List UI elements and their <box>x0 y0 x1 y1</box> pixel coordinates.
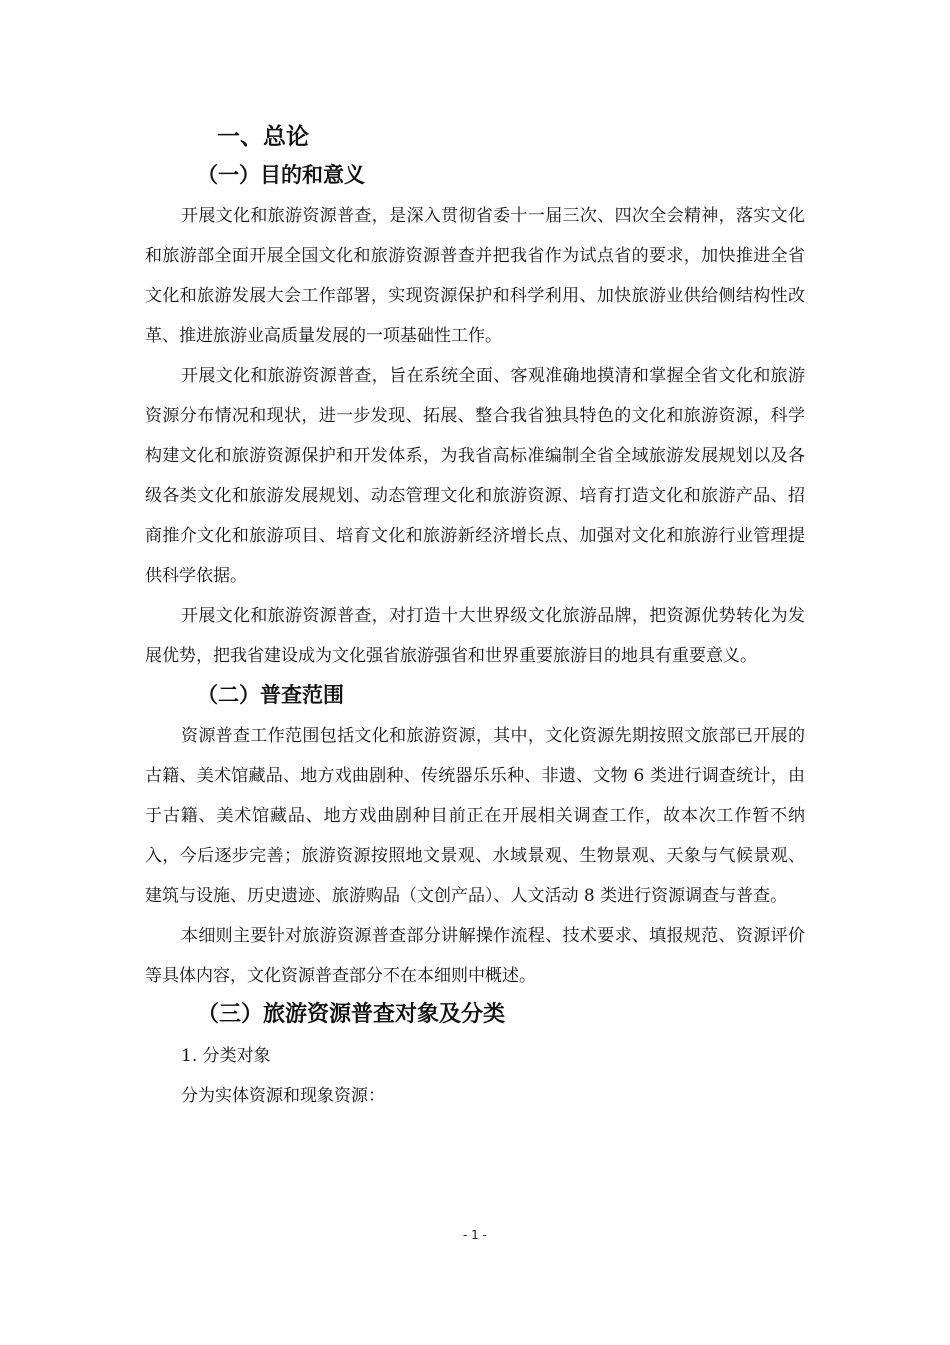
paragraph: 开展文化和旅游资源普查，对打造十大世界级文化旅游品牌，把资源优势转化为发展优势，把我省建设成为文化强省旅游强省和世界重要旅游目的地具有重要意义。 <box>145 606 805 666</box>
paragraph: 分为实体资源和现象资源： <box>181 1086 385 1106</box>
list-item-heading: 1. 分类对象 <box>181 1046 271 1066</box>
paragraph: 开展文化和旅游资源普查，是深入贯彻省委十一届三次、四次全会精神，落实文化和旅游部全面开展全国文化和旅游资源普查并把我省作为试点省的要求，加快推进全省文化和旅游发展大会工作部署，实现资源保护和科学利用、加快旅游业供给侧结构性改革、推进旅游业高质量发展的一项基础性工作。 <box>145 206 805 346</box>
paragraph: 本细则主要针对旅游资源普查部分讲解操作流程、技术要求、填报规范、资源评价等具体内容，文化资源普查部分不在本细则中概述。 <box>145 926 805 986</box>
subsection-heading-purpose: （一）目的和意义 <box>197 163 365 187</box>
subsection-heading-objects: （三）旅游资源普查对象及分类 <box>197 1002 506 1027</box>
paragraph: 开展文化和旅游资源普查，旨在系统全面、客观准确地摸清和掌握全省文化和旅游资源分布情况和现状，进一步发现、拓展、整合我省独具特色的文化和旅游资源，科学构建文化和旅游资源保护和开发体系，为我省高标准编制全省全域旅游发展规划以及各级各类文化和旅游发展规划、动态管理文化和旅游资源、培育打造文化和旅游产品、招商推介文化和旅游项目、培育文化和旅游新经济增长点、加强对文化和旅游行业管理提供科学依据。 <box>145 366 805 586</box>
page-number: - 1 - <box>463 1228 487 1242</box>
subsection-heading-scope: （二）普查范围 <box>197 683 344 707</box>
paragraph: 资源普查工作范围包括文化和旅游资源，其中，文化资源先期按照文旅部已开展的古籍、美术馆藏品、地方戏曲剧种、传统器乐乐种、非遗、文物 6 类进行调查统计，由于古籍、美术馆藏品、地方戏曲剧种目前正在开展相关调查工作，故本次工作暂不纳入，今后逐步完善；旅游资源按照地文景观、水域景观、生物景观、天象与气候景观、建筑与设施、历史遗迹、旅游购品（文创产品）、人文活动 8 类进行资源调查与普查。 <box>145 726 805 906</box>
section-heading: 一、总论 <box>217 124 309 150</box>
page-content <box>145 118 805 1116</box>
